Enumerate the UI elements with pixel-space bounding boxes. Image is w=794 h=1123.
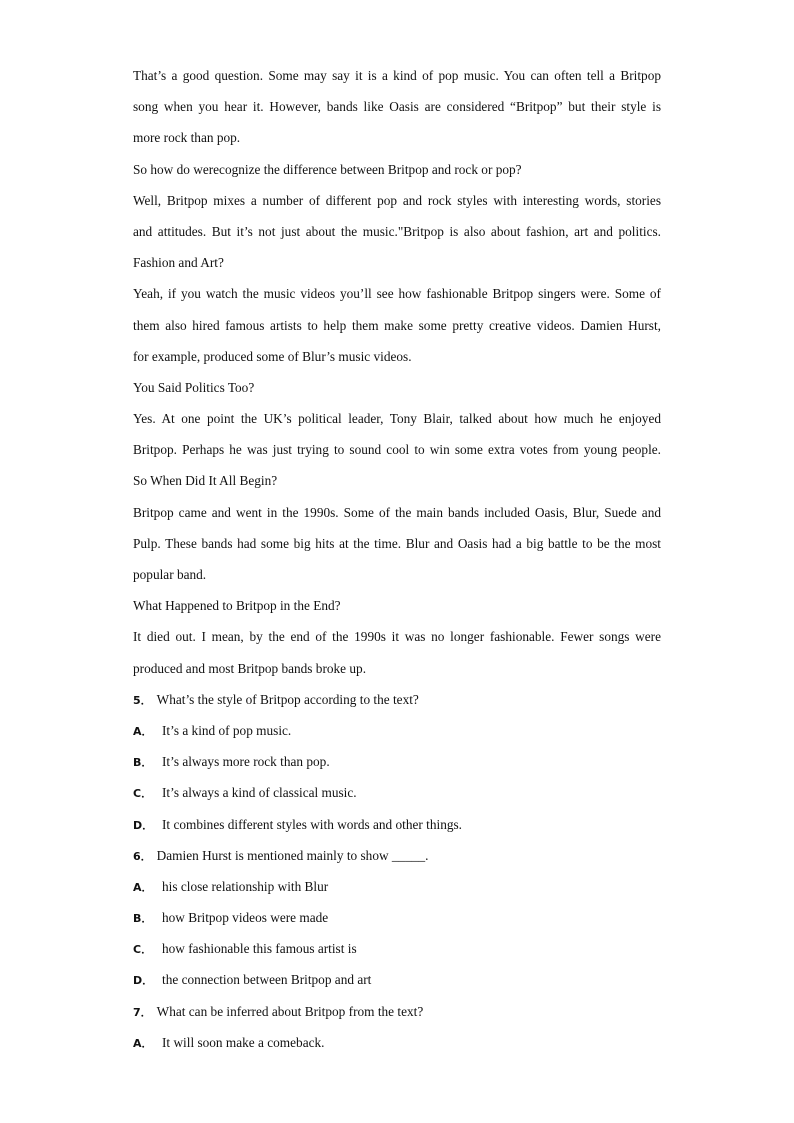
passage-heading: Fashion and Art?	[133, 255, 224, 271]
passage-line: Britpop came and went in the 1990s. Some of the main bands included Oasis, Blur, Suede and	[133, 504, 661, 520]
option-text: how fashionable this famous artist is	[162, 941, 357, 957]
passage-line: Pulp. These bands had some big hits at the time. Blur and Oasis had a big battle to be the most	[133, 535, 661, 551]
passage-heading: So how do werecognize the difference between Britpop and rock or pop?	[133, 161, 522, 177]
answer-option-d[interactable]	[133, 966, 661, 997]
passage-heading: What Happened to Britpop in the End?	[133, 598, 341, 614]
question-text: What can be inferred about Britpop from the text?	[156, 1003, 424, 1019]
question-text: What’s the style of Britpop according to the text?	[156, 691, 419, 707]
answer-option-c[interactable]	[133, 935, 661, 966]
document-page	[133, 62, 661, 1060]
reading-passage	[133, 62, 661, 686]
question-number: 5．	[133, 693, 152, 707]
passage-line: Well, Britpop mixes a number of different pop and rock styles with interesting words, stories	[133, 192, 661, 208]
passage-line: Britpop. Perhaps he was just trying to sound cool to win some extra votes from young people.	[133, 442, 661, 458]
passage-heading: So When Did It All Begin?	[133, 473, 278, 489]
question-6	[133, 842, 661, 998]
option-text: how Britpop videos were made	[162, 910, 329, 926]
option-letter: C．	[133, 787, 153, 801]
passage-line: for example, produced some of Blur’s music videos.	[133, 348, 412, 364]
passage-line: produced and most Britpop bands broke up.	[133, 660, 367, 676]
question-number: 6．	[133, 849, 152, 863]
answer-option-a[interactable]	[133, 717, 661, 748]
passage-line: Yeah, if you watch the music videos you’ll see how fashionable Britpop singers were. Some of	[133, 286, 661, 302]
option-letter: A．	[133, 724, 153, 738]
question-text: Damien Hurst is mentioned mainly to show _____.	[156, 847, 429, 863]
question-stem	[133, 998, 661, 1029]
option-letter: B．	[133, 912, 153, 926]
question-7	[133, 998, 661, 1060]
option-text: It will soon make a comeback.	[162, 1034, 325, 1050]
option-letter: D．	[133, 974, 154, 988]
question-stem	[133, 686, 661, 717]
answer-option-a[interactable]	[133, 1029, 661, 1060]
option-text: It’s a kind of pop music.	[162, 722, 292, 738]
passage-heading: You Said Politics Too?	[133, 379, 255, 395]
option-text: It’s always more rock than pop.	[162, 754, 330, 770]
option-letter: D．	[133, 818, 154, 832]
passage-line: popular band.	[133, 567, 207, 582]
answer-option-c[interactable]	[133, 779, 661, 810]
answer-option-d[interactable]	[133, 811, 661, 842]
option-letter: C．	[133, 943, 153, 957]
option-text: his close relationship with Blur	[162, 878, 329, 894]
option-letter: B．	[133, 756, 153, 770]
passage-line: and attitudes. But it’s not just about the music."Britpop is also about fashion, art and politics.	[133, 223, 661, 239]
passage-line: That’s a good question. Some may say it is a kind of pop music. You can often tell a Britpop	[133, 68, 661, 83]
passage-line: more rock than pop.	[133, 130, 241, 146]
passage-line: It died out. I mean, by the end of the 1990s it was no longer fashionable. Fewer songs were	[133, 629, 661, 645]
question-number: 7．	[133, 1005, 152, 1019]
passage-line: Yes. At one point the UK’s political leader, Tony Blair, talked about how much he enjoyed	[133, 411, 661, 427]
option-text: It’s always a kind of classical music.	[162, 785, 357, 801]
question-5	[133, 686, 661, 842]
option-letter: A．	[133, 1036, 153, 1050]
answer-option-b[interactable]	[133, 904, 661, 935]
passage-line: song when you hear it. However, bands like Oasis are considered “Britpop” but their style is	[133, 99, 661, 115]
option-letter: A．	[133, 880, 153, 894]
question-stem	[133, 842, 661, 873]
passage-line: them also hired famous artists to help them make some pretty creative videos. Damien Hurst,	[133, 317, 661, 333]
answer-option-b[interactable]	[133, 748, 661, 779]
option-text: It combines different styles with words and other things.	[162, 816, 462, 832]
answer-option-a[interactable]	[133, 873, 661, 904]
option-text: the connection between Britpop and art	[162, 972, 372, 988]
